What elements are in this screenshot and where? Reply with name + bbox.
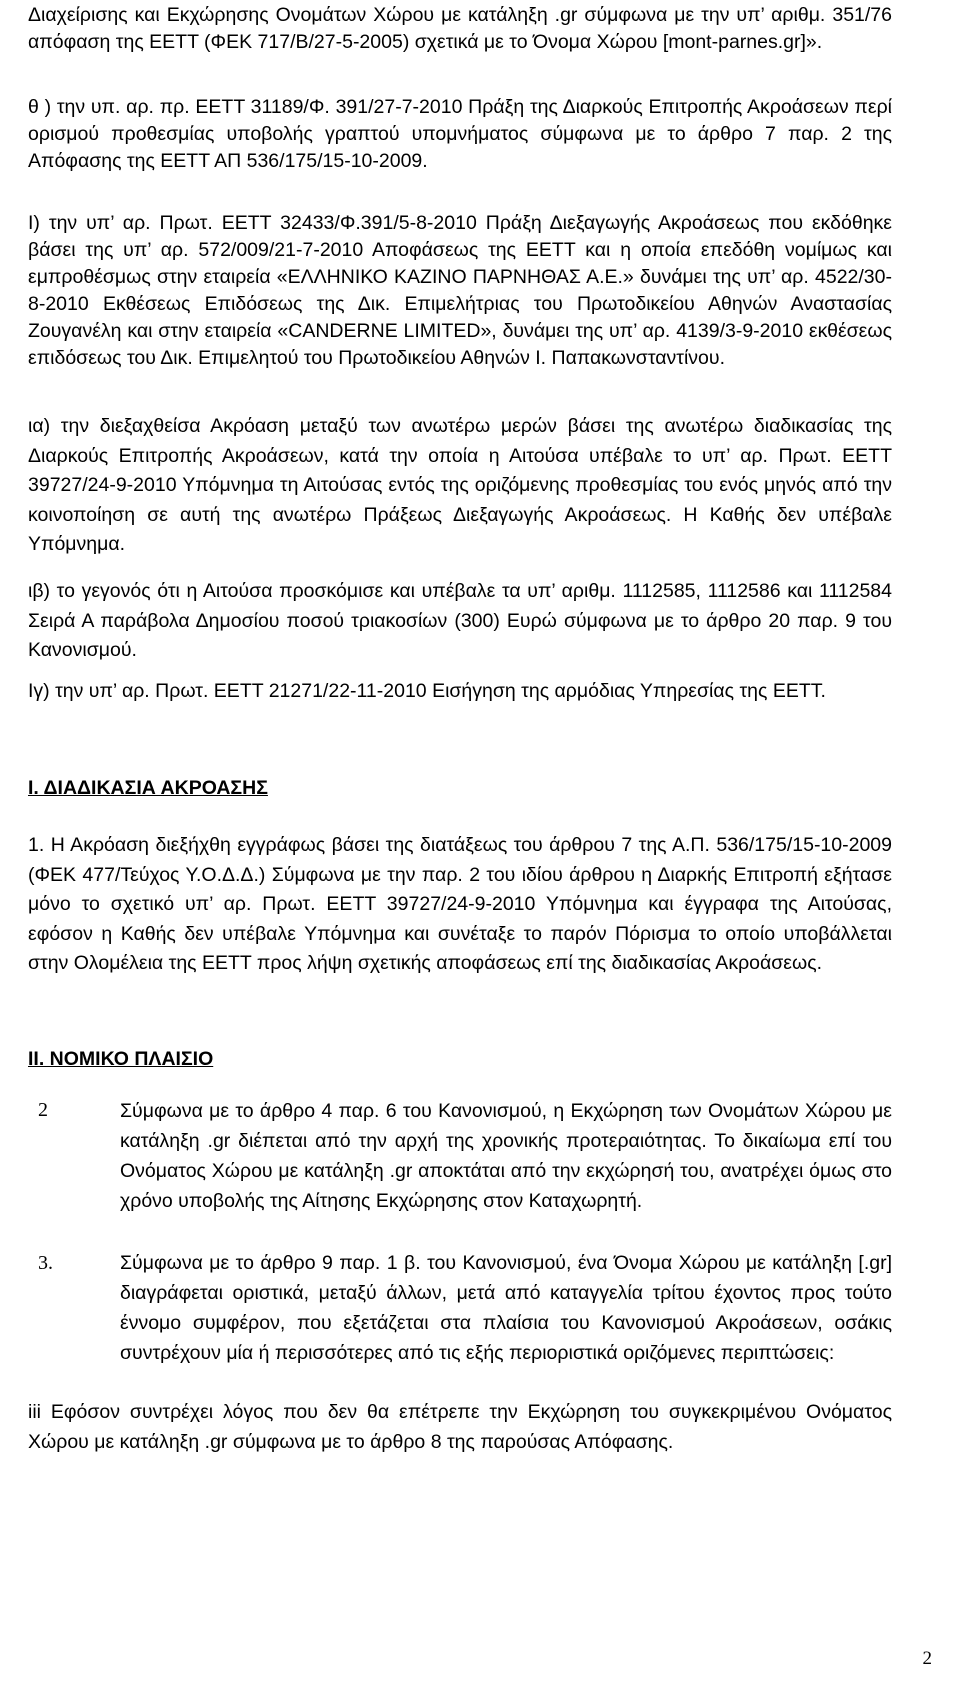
section-heading-procedure: Ι. ΔΙΑΔΙΚΑΣΙΑ ΑΚΡΟΑΣΗΣ — [28, 777, 268, 799]
item-theta: θ ) την υπ. αρ. πρ. ΕΕΤΤ 31189/Φ. 391/27-7-2010 Πράξη της Διαρκούς Επιτροπής Ακροάσεων περί ορισμού προθεσμίας υποβολής γραπτού υπομνήματος σύμφωνα με το άρθρο 7 παρ. 2 της Απόφασης της ΕΕΤΤ ΑΠ 536/175/15-10-2009. — [28, 96, 892, 172]
item-ig: Ιγ) την υπ’ αρ. Πρωτ. ΕΕΤΤ 21271/22-11-2010 Εισήγηση της αρμόδιας Υπηρεσίας της ΕΕΤΤ. — [28, 680, 826, 702]
page-number: 2 — [922, 1648, 932, 1669]
list-item: Σύμφωνα με το άρθρο 4 παρ. 6 του Κανονισμού, η Εκχώρηση των Ονομάτων Χώρου με κατάληξη .gr διέπεται από την αρχή της χρονικής προτεραιότητας. Το δικαίωμα επί του Ονόματος Χώρου με κατάληξη .gr αποκτάται από την εκχώρησή του, ανατρέχει όμως στο χρόνο υποβολής της Αίτησης Εκχώρησης στον Καταχωρητή. — [120, 1100, 892, 1212]
list-marker: 2 — [38, 1099, 48, 1121]
list-marker: 3. — [38, 1252, 53, 1274]
list-item: Σύμφωνα με το άρθρο 9 παρ. 1 β. του Κανονισμού, ένα Όνομα Χώρου με κατάληξη [.gr] διαγράφεται οριστικά, μεταξύ άλλων, μετά από καταγγελία τρίτου έχοντος προς τούτο έννομο συμφέρον, που εξετάζεται στα πλαίσια του Κανονισμού Ακροάσεων, οσάκις συντρέχουν μία ή περισσότερες από τις εξής περιοριστικά οριζόμενες περιπτώσεις: — [120, 1252, 892, 1364]
section-procedure-text: 1. Η Ακρόαση διεξήχθη εγγράφως βάσει της διατάξεως του άρθρου 7 της Α.Π. 536/175/15-10-2009 (ΦΕΚ 477/Τεύχος Υ.Ο.Δ.Δ.) Σύμφωνα με την παρ. 2 του ιδίου άρθρου η Διαρκής Επιτροπή εξήτασε μόνο το σχετικό υπ’ αρ. Πρωτ. ΕΕΤΤ 39727/24-9-2010 Υπόμνημα και έγγραφα της Αιτούσας, εφόσον η Καθής δεν υπέβαλε Υπόμνημα και συνέταξε το παρόν Πόρισμα το οποίο υποβάλλεται στην Ολομέλεια της ΕΕΤΤ προς λήψη σχετικής αποφάσεως επί της διαδικασίας Ακροάσεως. — [28, 834, 892, 975]
item-ia: ια) την διεξαχθείσα Ακρόαση μεταξύ των ανωτέρω μερών βάσει της ανωτέρω διαδικασίας της Διαρκούς Επιτροπής Ακροάσεων, κατά την οποία η Αιτούσα υπέβαλε το υπ’ αρ. Πρωτ. ΕΕΤΤ 39727/24-9-2010 Υπόμνημα τη Αιτούσας εντός της οριζόμενης προθεσμίας του ενός μηνός από την κοινοποίηση σε αυτή της ανωτέρω Πράξεως Διεξαγωγής Ακροάσεως. Η Καθής δεν υπέβαλε Υπόμνημα. — [28, 415, 892, 556]
item-ib: ιβ) το γεγονός ότι η Αιτούσα προσκόμισε και υπέβαλε τα υπ’ αριθμ. 1112585, 1112586 και 1112584 Σειρά Α παράβολα Δημοσίου ποσού τριακοσίων (300) Ευρώ σύμφωνα με το άρθρο 20 παρ. 9 του Κανονισμού. — [28, 580, 892, 662]
intro-continuation: Διαχείρισης και Εκχώρησης Ονομάτων Χώρου με κατάληξη .gr σύμφωνα με την υπ’ αριθμ. 351/76 απόφαση της ΕΕΤΤ (ΦΕΚ 717/Β/27-5-2005) σχετικά με το Όνομα Χώρου [mont-parnes.gr]». — [28, 4, 892, 53]
item-iii: iii Εφόσον συντρέχει λόγος που δεν θα επέτρεπε την Εκχώρηση του συγκεκριμένου Ονόματος Χώρου με κατάληξη .gr σύμφωνα με το άρθρο 8 της παρούσας Απόφασης. — [28, 1401, 892, 1453]
section-heading-legal-framework: ΙΙ. ΝΟΜΙΚΟ ΠΛΑΙΣΙΟ — [28, 1048, 214, 1070]
item-i: Ι) την υπ’ αρ. Πρωτ. ΕΕΤΤ 32433/Φ.391/5-8-2010 Πράξη Διεξαγωγής Ακροάσεως που εκδόθηκε βάσει της υπ’ αρ. 572/009/21-7-2010 Αποφάσεως της ΕΕΤΤ και η οποία επεδόθη νομίμως και εμπροθέσμως στην εταιρεία «ΕΛΛΗΝΙΚΟ ΚΑΖΙΝΟ ΠΑΡΝΗΘΑΣ Α.Ε.» δυνάμει της υπ’ αρ. 4522/30-8-2010 Εκθέσεως Επιδόσεως της Δικ. Επιμελήτριας του Πρωτοδικείου Αθηνών Αναστασίας Ζουγανέλη και στην εταιρεία «CANDERNE LIMITED», δυνάμει της υπ’ αρ. 4139/3-9-2010 εκθέσεως επιδόσεως του Δικ. Επιμελητού του Πρωτοδικείου Αθηνών Ι. Παπακωνσταντίνου. — [28, 212, 892, 369]
